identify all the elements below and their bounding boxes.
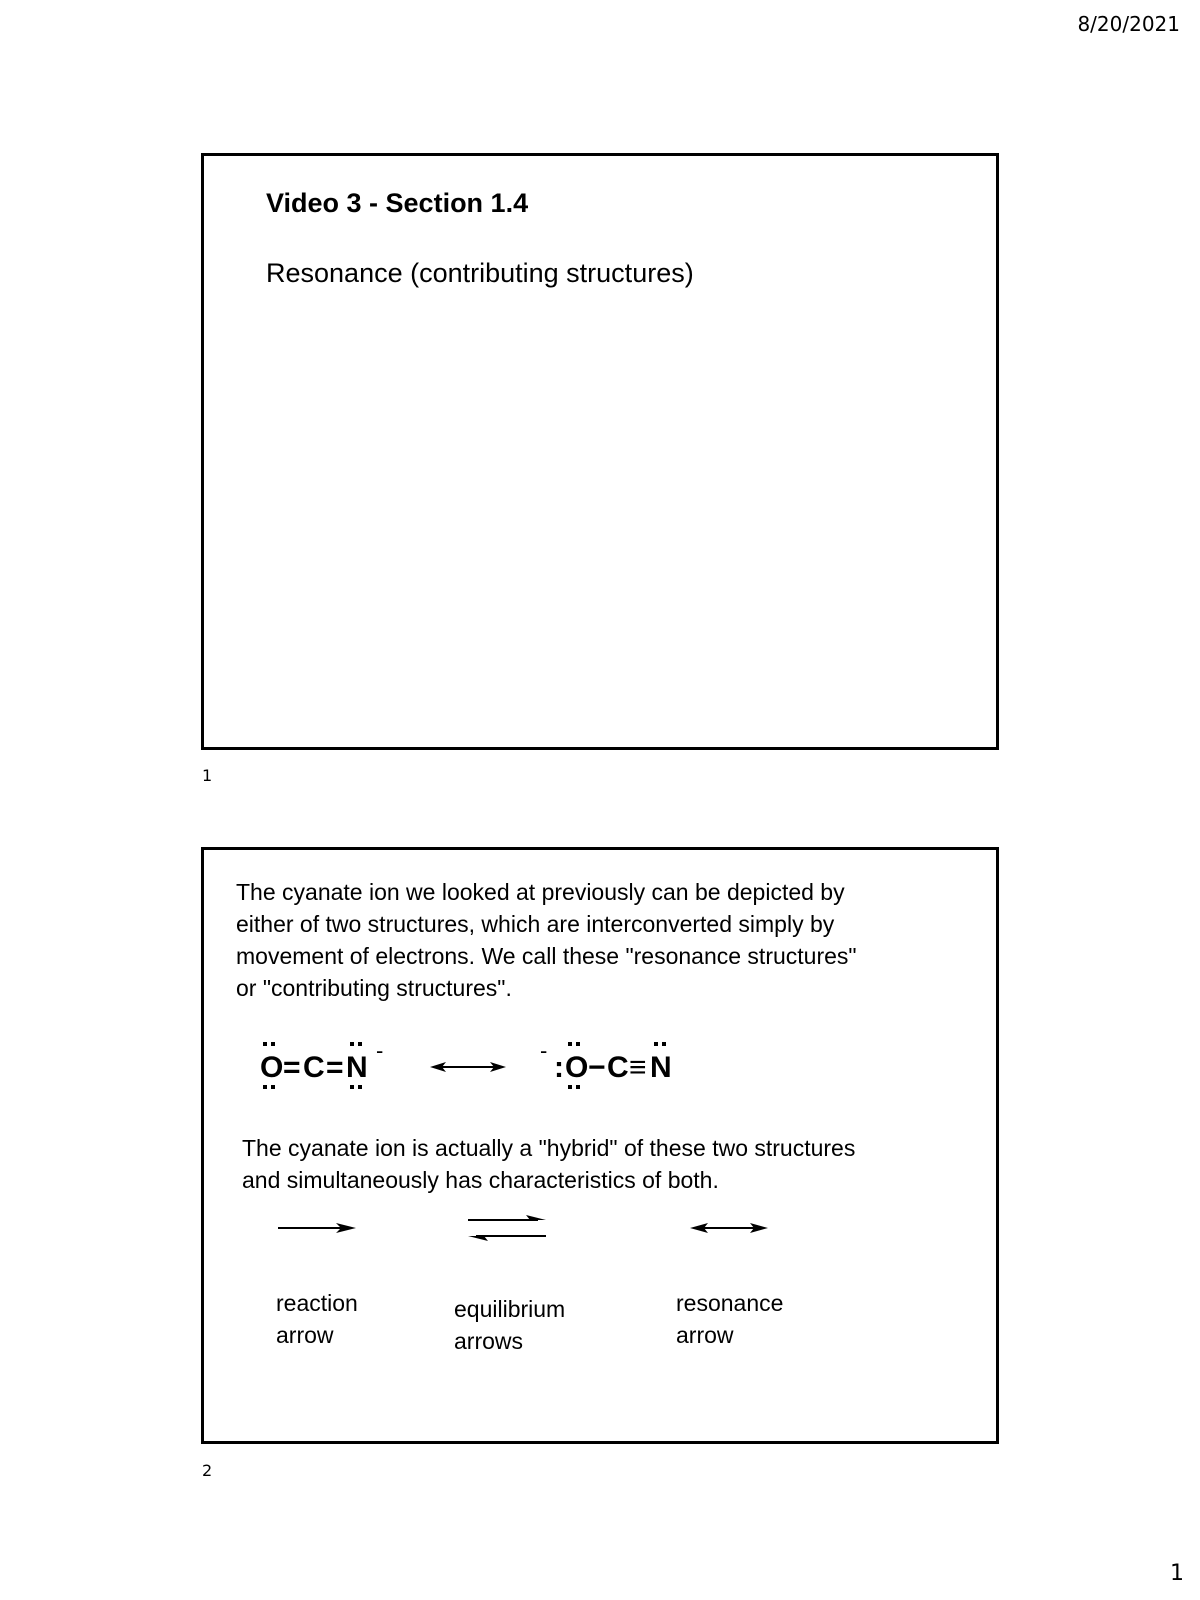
cyanate-resonance-structures: [204, 1020, 996, 1110]
structure2-oxygen: O: [565, 1051, 589, 1084]
reaction-arrow-label: reaction arrow: [276, 1290, 358, 1348]
structure1-double-bond-2: =: [326, 1051, 344, 1084]
structure1-nitrogen: N: [346, 1051, 368, 1084]
structure2-carbon: C: [607, 1051, 629, 1084]
resonance-arrow-label: resonance arrow: [676, 1290, 784, 1348]
structure2-colon: :: [554, 1051, 564, 1084]
arrow-legend: [204, 1210, 996, 1270]
structure1-double-bond-1: =: [283, 1051, 301, 1084]
reaction-arrow-icon: [278, 1223, 356, 1233]
slide-1: [201, 153, 999, 750]
intro-paragraph: The cyanate ion we looked at previously can be depicted by either of two structures, which are interconverted simply by movement of electrons. We call these "resonance structures" or "contributing structures".: [236, 879, 857, 1001]
page-date: 8/20/2021: [1077, 12, 1180, 36]
structure-resonance-arrow: [430, 1062, 506, 1072]
equilibrium-arrows-icon: [468, 1215, 546, 1241]
structure1-oxygen: O: [260, 1051, 284, 1084]
structure1-carbon: C: [303, 1051, 325, 1084]
slide-number-1: 1: [202, 766, 213, 785]
slide-number-2: 2: [202, 1461, 213, 1480]
slide-subtitle: Resonance (contributing structures): [266, 258, 694, 288]
page-number: 1: [1170, 1561, 1184, 1586]
equilibrium-arrows-label: equilibrium arrows: [454, 1296, 566, 1354]
structure2-triple-bond: ≡: [629, 1051, 647, 1084]
slide-title: Video 3 - Section 1.4: [266, 188, 529, 218]
hybrid-paragraph: The cyanate ion is actually a "hybrid" of these two structures and simultaneously has characteristics of both.: [242, 1135, 856, 1193]
structure1-charge: -: [376, 1038, 384, 1063]
structure2-nitrogen: N: [650, 1051, 672, 1084]
structure2-single-bond: −: [588, 1051, 606, 1084]
resonance-arrow-icon: [690, 1223, 768, 1233]
slide-2: [201, 847, 999, 1444]
structure2-charge: -: [540, 1038, 548, 1063]
